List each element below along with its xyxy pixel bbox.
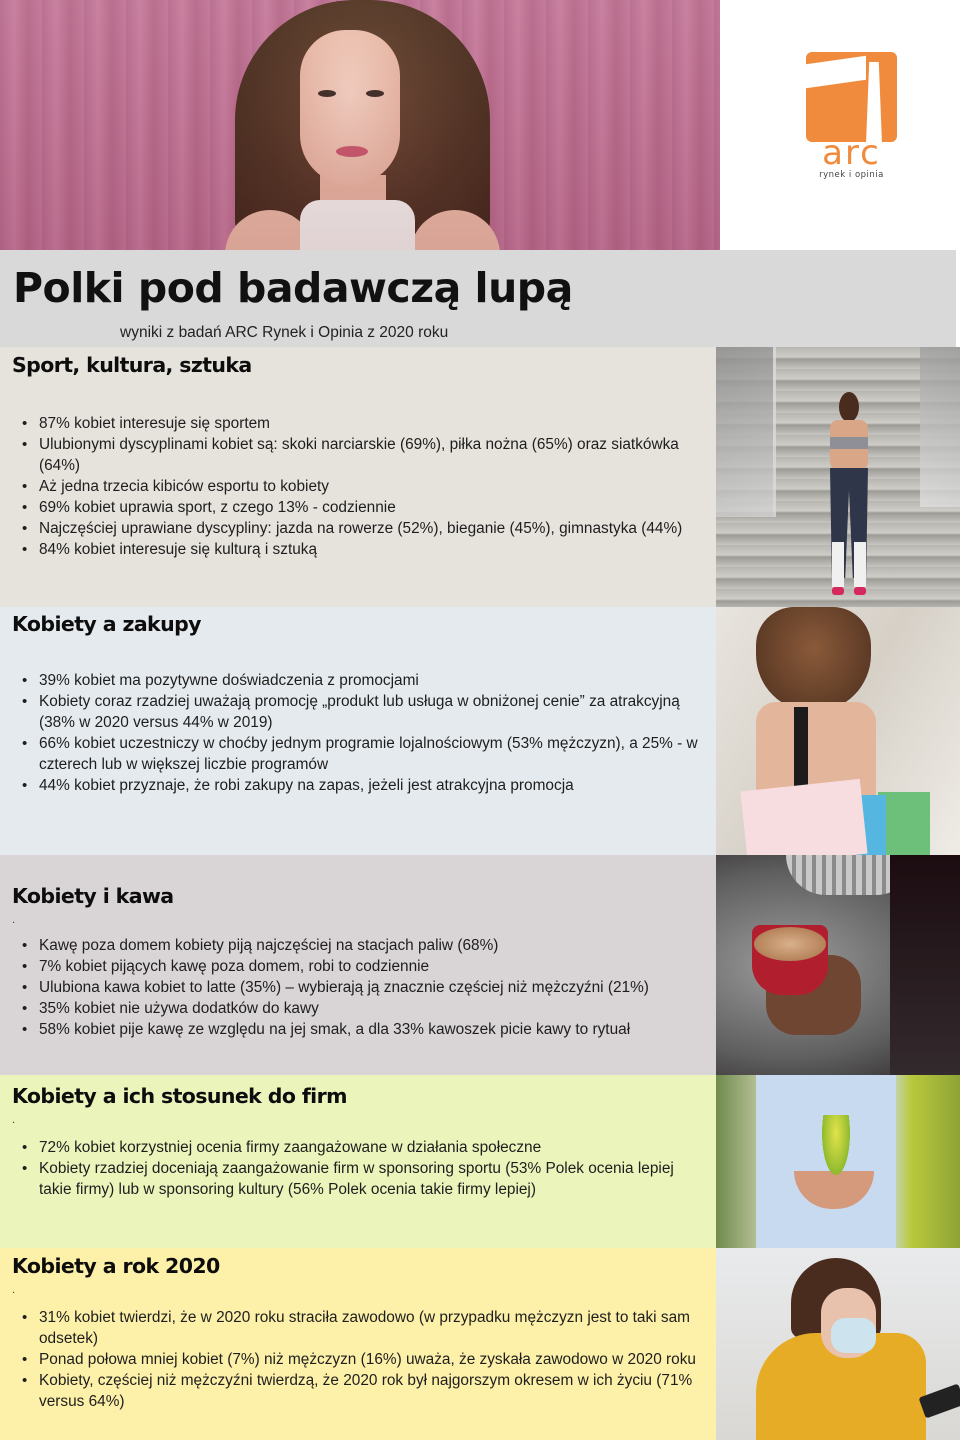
section-companies [0,1075,716,1248]
mask-woman-photo [716,1248,960,1440]
shopping-photo [716,607,960,855]
seedling-photo [716,1075,960,1248]
bullet-list [22,1137,707,1200]
list-item: • 39% kobiet ma pozytywne doświadczenia z promocjami [22,670,707,691]
face-mask-icon [831,1318,876,1353]
stray-marker: . [12,1285,16,1296]
seedling-icon [822,1115,850,1175]
list-item: • 7% kobiet pijących kawę poza domem, robi to codziennie [22,956,707,977]
section-heading: Sport, kultura, sztuka [12,353,252,377]
sport-photo [716,347,960,607]
section-sport [0,347,716,607]
list-item: • 44% kobiet przyznaje, że robi zakupy na zapas, jeżeli jest atrakcyjna promocja [22,775,707,796]
stray-marker: . [12,1115,16,1126]
list-item: • 66% kobiet uczestniczy w choćby jednym programie lojalnościowym (53% mężczyzn), a 25% - w czterech lub w większej liczbie programów [22,733,707,775]
coffee-photo [716,855,960,1075]
list-item: • 84% kobiet interesuje się kulturą i sztuką [22,539,707,560]
section-heading: Kobiety a ich stosunek do firm [12,1084,347,1108]
section-heading: Kobiety a rok 2020 [12,1254,220,1278]
list-item: • 35% kobiet nie używa dodatków do kawy [22,998,707,1019]
arc-logo [720,0,960,250]
logo-tagline: rynek i opinia [819,170,884,180]
list-item: • 69% kobiet uprawia sport, z czego 13% - codziennie [22,497,707,518]
list-item: • Ulubiona kawa kobiet to latte (35%) – wybierają ją znacznie częściej niż mężczyźni (21%) [22,977,707,998]
bullet-list [22,1307,707,1412]
list-item: • Najczęściej uprawiane dyscypliny: jazda na rowerze (52%), bieganie (45%), gimnastyka (44%) [22,518,707,539]
bullet-list [22,670,707,796]
list-item: • Kobiety, częściej niż mężczyźni twierdzą, że 2020 rok był najgorszym okresem w ich życiu (71% versus 64%) [22,1370,707,1412]
list-item: • 87% kobiet interesuje się sportem [22,413,707,434]
list-item: • Kobiety rzadziej doceniają zaangażowanie firm w sponsoring sportu (53% Polek ocenia lepiej takie firmy) lub w sponsoring kultury (56% Polek ocenia takie firmy lepiej) [22,1158,707,1200]
section-year-2020 [0,1248,716,1440]
bullet-list [22,935,707,1040]
section-shopping [0,607,716,855]
list-item: • Ponad połowa mniej kobiet (7%) niż mężczyzn (16%) uważa, że zyskała zawodowo w 2020 roku [22,1349,707,1370]
page-title: Polki pod badawczą lupą [13,264,573,312]
section-heading: Kobiety a zakupy [12,612,201,636]
list-item: • Kobiety coraz rzadziej uważają promocję „produkt lub usługa w obniżonej cenie” za atrakcyjną (38% w 2020 versus 44% w 2019) [22,691,707,733]
hero-portrait-image [0,0,720,250]
logo-wordmark: arc [822,133,881,173]
section-heading: Kobiety i kawa [12,884,174,908]
page-subtitle: wyniki z badań ARC Rynek i Opinia z 2020 roku [120,324,449,341]
list-item: • Kawę poza domem kobiety piją najczęściej na stacjach paliw (68%) [22,935,707,956]
list-item: • 58% kobiet pije kawę ze względu na jej smak, a dla 33% kawoszek picie kawy to rytuał [22,1019,707,1040]
section-coffee [0,855,716,1075]
list-item: • 72% kobiet korzystniej ocenia firmy zaangażowane w działania społeczne [22,1137,707,1158]
bullet-list [22,413,707,560]
list-item: • Ulubionymi dyscyplinami kobiet są: skoki narciarskie (69%), piłka nożna (65%) oraz siatkówka (64%) [22,434,707,476]
lighthouse-icon [806,52,897,142]
list-item: • Aż jedna trzecia kibiców esportu to kobiety [22,476,707,497]
list-item: • 31% kobiet twierdzi, że w 2020 roku straciła zawodowo (w przypadku mężczyzn jest to taki sam odsetek) [22,1307,707,1349]
stray-marker: . [12,915,16,926]
